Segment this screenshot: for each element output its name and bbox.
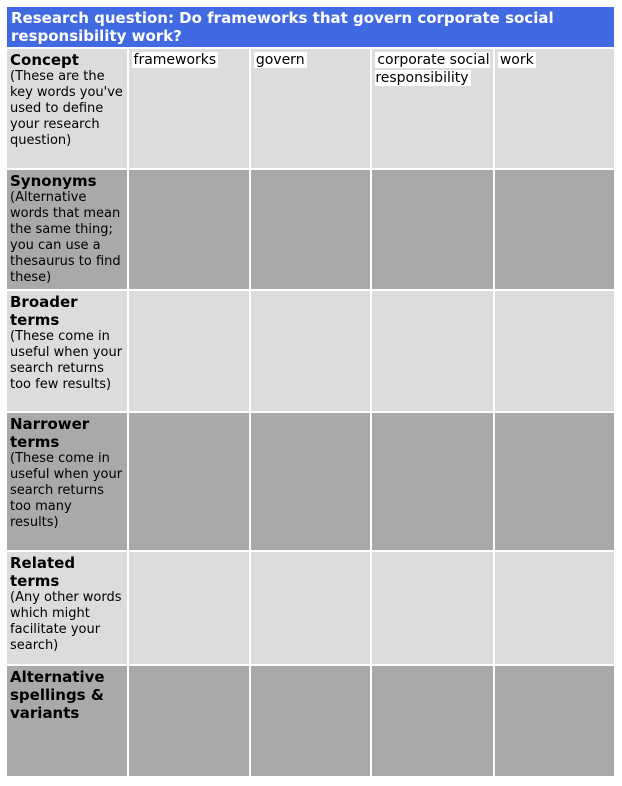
concept-cell[interactable] [495, 49, 614, 168]
row-title: Alternative spellings & variants [10, 668, 105, 722]
broader-cell[interactable] [372, 291, 493, 411]
concept-term: corporate social responsibility [375, 52, 490, 86]
row-title: Concept [10, 51, 79, 69]
row-note: (Any other words which might facilitate your search) [10, 590, 122, 653]
row-label [7, 291, 127, 411]
concept-cell[interactable] [372, 49, 493, 168]
row-label [7, 170, 127, 289]
related-cell[interactable] [251, 552, 370, 664]
row-note: (These are the key words you've used to define your research question) [10, 69, 123, 148]
row-broader-terms [7, 291, 614, 411]
concept-term: govern [255, 52, 305, 68]
synonym-cell[interactable] [129, 170, 249, 289]
broader-cell[interactable] [129, 291, 249, 411]
narrower-cell[interactable] [372, 413, 493, 550]
spelling-cell[interactable] [129, 666, 249, 776]
broader-cell[interactable] [251, 291, 370, 411]
row-related-terms [7, 552, 614, 664]
spelling-cell[interactable] [251, 666, 370, 776]
spelling-cell[interactable] [372, 666, 493, 776]
row-synonyms [7, 170, 614, 289]
synonym-cell[interactable] [495, 170, 614, 289]
row-label [7, 413, 127, 550]
narrower-cell[interactable] [129, 413, 249, 550]
research-question-header: Research question: Do frameworks that govern corporate social responsibility work? [7, 7, 614, 47]
related-cell[interactable] [129, 552, 249, 664]
related-cell[interactable] [495, 552, 614, 664]
row-note: (These come in useful when your search returns too many results) [10, 451, 123, 530]
broader-cell[interactable] [495, 291, 614, 411]
row-title: Broader terms [10, 293, 78, 329]
concept-term: frameworks [133, 52, 217, 68]
row-title: Synonyms [10, 172, 97, 190]
concept-table [5, 47, 616, 778]
synonym-cell[interactable] [251, 170, 370, 289]
row-label [7, 552, 127, 664]
concept-cell[interactable] [129, 49, 249, 168]
row-label [7, 666, 127, 776]
spelling-cell[interactable] [495, 666, 614, 776]
row-note: (These come in useful when your search returns too few results) [10, 329, 123, 392]
row-title: Related terms [10, 554, 76, 590]
row-concept [7, 49, 614, 168]
concept-cell[interactable] [251, 49, 370, 168]
synonym-cell[interactable] [372, 170, 493, 289]
row-title: Narrower terms [10, 415, 90, 451]
row-alternative-spellings [7, 666, 614, 776]
narrower-cell[interactable] [495, 413, 614, 550]
row-narrower-terms [7, 413, 614, 550]
concept-term: work [499, 52, 534, 68]
search-planner [7, 7, 614, 778]
row-note: (Alternative words that mean the same thing; you can use a thesaurus to find these) [10, 190, 121, 285]
narrower-cell[interactable] [251, 413, 370, 550]
row-label [7, 49, 127, 168]
related-cell[interactable] [372, 552, 493, 664]
